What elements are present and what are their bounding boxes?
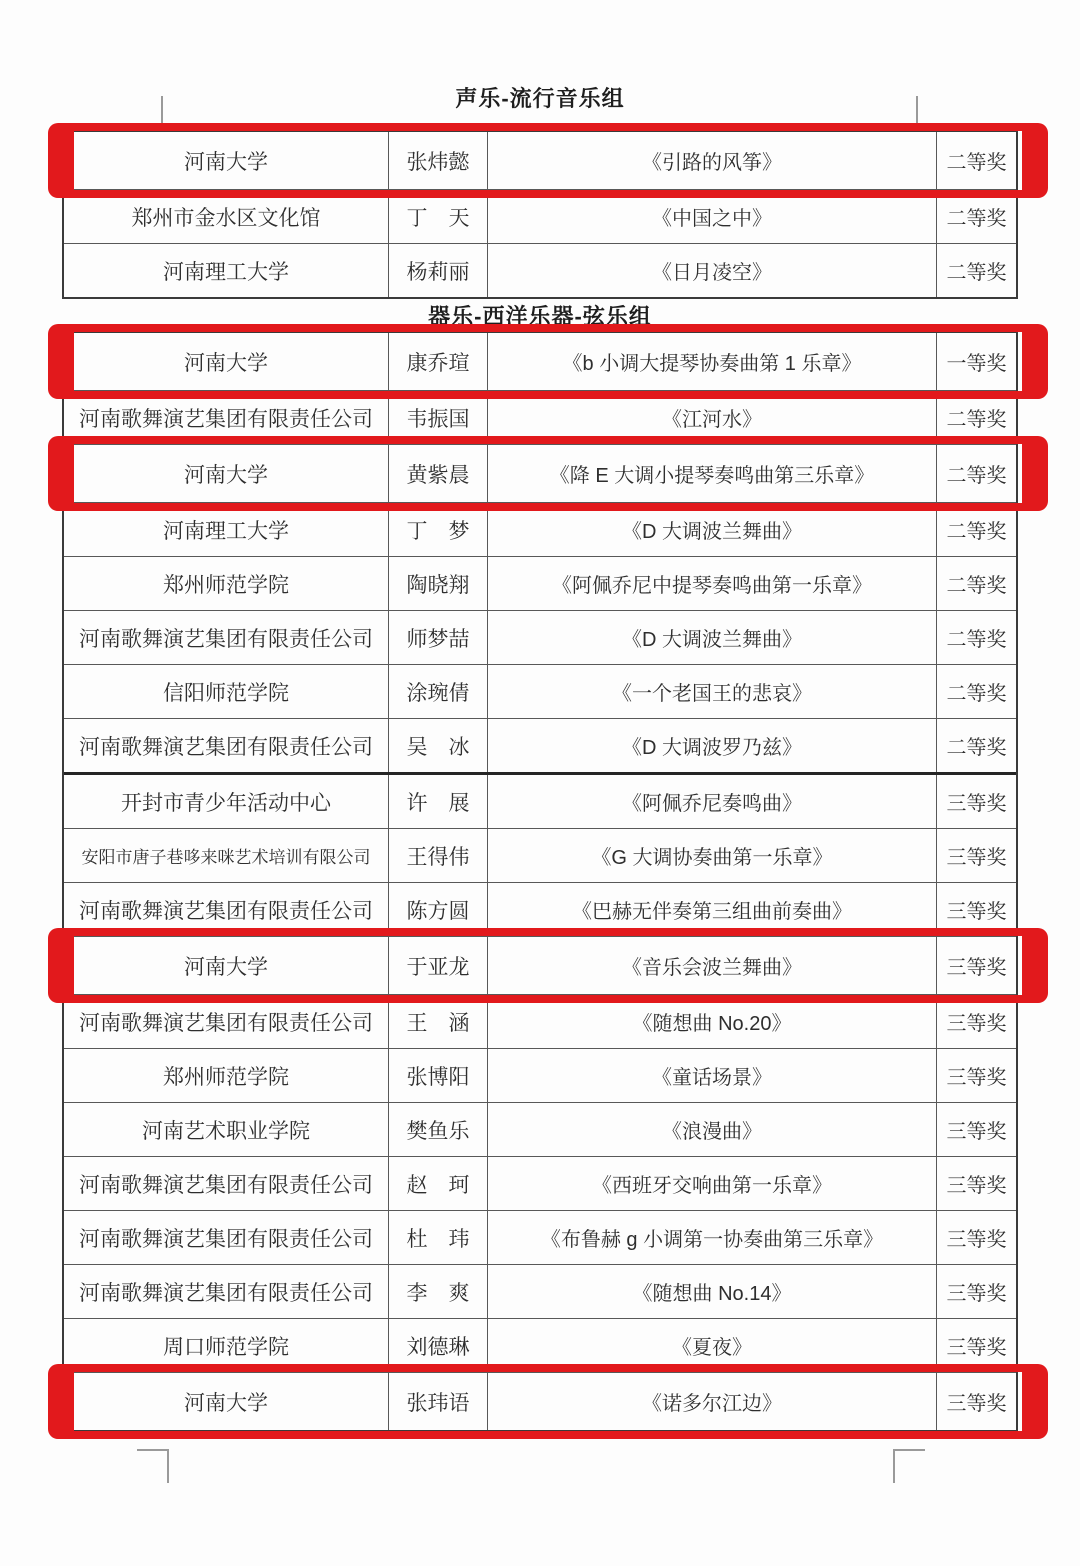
cell-piece: 《随想曲 No.14》	[487, 1265, 936, 1318]
cell-org: 河南大学	[184, 1391, 268, 1415]
cell-award: 二等奖	[936, 557, 1016, 610]
cell-org: 河南歌舞演艺集团有限责任公司	[79, 1011, 373, 1035]
award-row	[64, 244, 1016, 297]
cell-org: 河南大学	[184, 351, 268, 375]
cell-name: 刘德琳	[388, 1319, 487, 1372]
cell-award: 三等奖	[936, 995, 1016, 1048]
cell-org: 郑州市金水区文化馆	[131, 206, 321, 230]
cell-org: 河南理工大学	[163, 260, 289, 284]
cell-org: 河南歌舞演艺集团有限责任公司	[79, 1173, 373, 1197]
cell-name: 韦振国	[388, 391, 487, 444]
award-row	[64, 611, 1016, 665]
cell-org: 郑州师范学院	[163, 1065, 289, 1089]
award-row	[64, 829, 1016, 883]
award-row	[64, 1319, 1016, 1373]
cell-org: 河南大学	[184, 150, 268, 174]
award-row-highlighted	[64, 132, 1016, 190]
cell-piece: 《D 大调波兰舞曲》	[487, 611, 936, 664]
cell-name: 陈方圆	[388, 883, 487, 936]
cell-award: 二等奖	[936, 445, 1016, 502]
cell-award: 二等奖	[936, 391, 1016, 444]
cell-piece: 《阿佩乔尼奏鸣曲》	[487, 775, 936, 828]
crop-mark-bottom-right	[893, 1449, 925, 1483]
cell-name: 许 展	[388, 775, 487, 828]
award-row	[64, 883, 1016, 937]
cell-award: 三等奖	[936, 829, 1016, 882]
cell-piece: 《D 大调波罗乃兹》	[487, 719, 936, 772]
cell-org: 河南歌舞演艺集团有限责任公司	[79, 735, 373, 759]
cell-org: 开封市青少年活动中心	[121, 791, 331, 815]
award-row	[64, 1103, 1016, 1157]
cell-name: 丁 天	[388, 190, 487, 243]
cell-name: 张炜懿	[388, 132, 487, 189]
cell-org: 信阳师范学院	[163, 681, 289, 705]
award-table-instrumental-strings	[62, 331, 1018, 1432]
cell-award: 二等奖	[936, 190, 1016, 243]
cell-piece: 《D 大调波兰舞曲》	[487, 503, 936, 556]
award-row-highlighted	[64, 445, 1016, 503]
cell-piece: 《江河水》	[487, 391, 936, 444]
cell-org: 河南歌舞演艺集团有限责任公司	[79, 1281, 373, 1305]
cell-award: 三等奖	[936, 1157, 1016, 1210]
cell-award: 三等奖	[936, 883, 1016, 936]
cell-name: 涂琬倩	[388, 665, 487, 718]
award-row	[64, 1211, 1016, 1265]
cell-org: 河南歌舞演艺集团有限责任公司	[79, 407, 373, 431]
cell-name: 张玮语	[388, 1373, 487, 1430]
cell-name: 张博阳	[388, 1049, 487, 1102]
crop-mark-bottom-left	[137, 1449, 169, 1483]
award-row	[64, 1157, 1016, 1211]
cell-name: 杨莉丽	[388, 244, 487, 297]
cell-piece: 《日月凌空》	[487, 244, 936, 297]
cell-piece: 《巴赫无伴奏第三组曲前奏曲》	[487, 883, 936, 936]
cell-piece: 《布鲁赫 g 小调第一协奏曲第三乐章》	[487, 1211, 936, 1264]
cell-name: 黄紫晨	[388, 445, 487, 502]
cell-award: 三等奖	[936, 1373, 1016, 1430]
cell-org: 周口师范学院	[163, 1335, 289, 1359]
cell-piece: 《阿佩乔尼中提琴奏鸣曲第一乐章》	[487, 557, 936, 610]
cell-name: 康乔瑄	[388, 333, 487, 390]
cell-org: 河南歌舞演艺集团有限责任公司	[79, 899, 373, 923]
cell-award: 三等奖	[936, 775, 1016, 828]
cell-award: 三等奖	[936, 1211, 1016, 1264]
cell-award: 二等奖	[936, 665, 1016, 718]
award-row-highlighted	[64, 937, 1016, 995]
cell-award: 三等奖	[936, 1103, 1016, 1156]
award-row	[64, 665, 1016, 719]
award-table-vocal-pop	[62, 130, 1018, 299]
cell-piece: 《诺多尔江边》	[487, 1373, 936, 1430]
award-row	[64, 1049, 1016, 1103]
section-title-vocal-pop: 声乐-流行音乐组	[455, 86, 625, 111]
cell-name: 赵 珂	[388, 1157, 487, 1210]
cell-piece: 《音乐会波兰舞曲》	[487, 937, 936, 994]
cell-piece: 《一个老国王的悲哀》	[487, 665, 936, 718]
cell-org: 郑州师范学院	[163, 573, 289, 597]
cell-name: 王 涵	[388, 995, 487, 1048]
cell-name: 吴 冰	[388, 719, 487, 772]
cell-piece: 《b 小调大提琴协奏曲第 1 乐章》	[487, 333, 936, 390]
cell-org: 河南大学	[184, 463, 268, 487]
cell-award: 三等奖	[936, 1049, 1016, 1102]
award-row-highlighted	[64, 333, 1016, 391]
cell-award: 二等奖	[936, 132, 1016, 189]
award-row	[64, 719, 1016, 775]
section-title-instrumental-strings: 器乐-西洋乐器-弦乐组	[428, 304, 652, 329]
cell-award: 二等奖	[936, 611, 1016, 664]
cell-name: 于亚龙	[388, 937, 487, 994]
award-row	[64, 775, 1016, 829]
award-row	[64, 995, 1016, 1049]
cell-piece: 《西班牙交响曲第一乐章》	[487, 1157, 936, 1210]
cell-name: 王得伟	[388, 829, 487, 882]
cell-org: 河南歌舞演艺集团有限责任公司	[79, 627, 373, 651]
cell-name: 陶晓翔	[388, 557, 487, 610]
cell-award: 二等奖	[936, 719, 1016, 772]
cell-name: 丁 梦	[388, 503, 487, 556]
cell-org: 安阳市唐子巷哆来咪艺术培训有限公司	[81, 848, 371, 867]
cell-name: 杜 玮	[388, 1211, 487, 1264]
award-row	[64, 1265, 1016, 1319]
cell-name: 李 爽	[388, 1265, 487, 1318]
award-row	[64, 391, 1016, 445]
cell-award: 三等奖	[936, 1319, 1016, 1372]
cell-piece: 《随想曲 No.20》	[487, 995, 936, 1048]
award-row	[64, 557, 1016, 611]
cell-piece: 《浪漫曲》	[487, 1103, 936, 1156]
cell-name: 樊鱼乐	[388, 1103, 487, 1156]
award-row-highlighted	[64, 1373, 1016, 1430]
cell-piece: 《引路的风筝》	[487, 132, 936, 189]
cell-org: 河南艺术职业学院	[142, 1119, 310, 1143]
cell-piece: 《G 大调协奏曲第一乐章》	[487, 829, 936, 882]
award-row	[64, 503, 1016, 557]
cell-piece: 《降 E 大调小提琴奏鸣曲第三乐章》	[487, 445, 936, 502]
cell-org: 河南理工大学	[163, 519, 289, 543]
cell-award: 三等奖	[936, 937, 1016, 994]
award-row	[64, 190, 1016, 244]
cell-award: 一等奖	[936, 333, 1016, 390]
cell-award: 二等奖	[936, 503, 1016, 556]
cell-name: 师梦喆	[388, 611, 487, 664]
cell-award: 二等奖	[936, 244, 1016, 297]
cell-piece: 《童话场景》	[487, 1049, 936, 1102]
cell-piece: 《夏夜》	[487, 1319, 936, 1372]
cell-org: 河南大学	[184, 955, 268, 979]
cell-award: 三等奖	[936, 1265, 1016, 1318]
cell-org: 河南歌舞演艺集团有限责任公司	[79, 1227, 373, 1251]
cell-piece: 《中国之中》	[487, 190, 936, 243]
